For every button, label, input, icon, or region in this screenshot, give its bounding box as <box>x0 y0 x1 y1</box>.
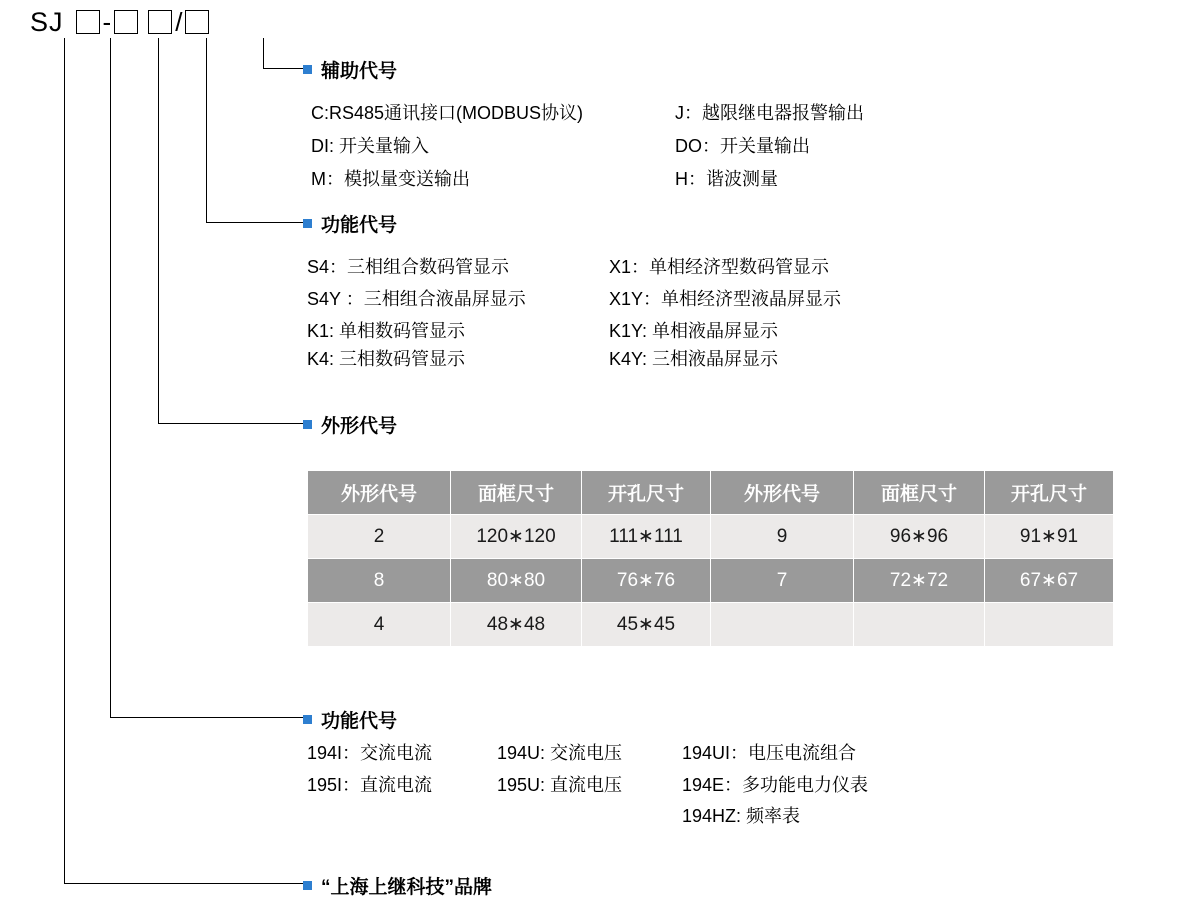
section-aux-header <box>303 56 397 83</box>
table-cell: 76∗76 <box>582 559 711 603</box>
code-box-2 <box>114 10 138 34</box>
table-header-cell: 开孔尺寸 <box>985 471 1114 515</box>
aux-item-3: DO：开关量输出 <box>675 136 810 156</box>
leader-line-brand-horizontal <box>64 883 303 884</box>
leader-line-shape-vertical <box>158 38 159 423</box>
funcdisp-item-2: S4Y ：三相组合液晶屏显示 <box>307 289 526 309</box>
section-funcdisp-header <box>303 210 397 237</box>
square-bullet-icon <box>303 219 312 228</box>
square-bullet-icon <box>303 881 312 890</box>
table-cell: 72∗72 <box>854 559 985 603</box>
table-header-cell: 外形代号 <box>308 471 451 515</box>
code-box-1 <box>76 10 100 34</box>
table-cell: 111∗111 <box>582 515 711 559</box>
code-box-3 <box>148 10 172 34</box>
table-cell: 48∗48 <box>451 603 582 647</box>
aux-item-0: C:RS485通讯接口(MODBUS协议) <box>311 103 584 123</box>
table-cell: 67∗67 <box>985 559 1114 603</box>
section-funcmeter-header <box>303 706 397 733</box>
table-cell: 91∗91 <box>985 515 1114 559</box>
leader-line-brand-vertical <box>64 38 65 883</box>
table-cell: 45∗45 <box>582 603 711 647</box>
funcdisp-item-3: X1Y：单相经济型液晶屏显示 <box>609 289 842 309</box>
table-cell: 2 <box>308 515 451 559</box>
table-cell-empty <box>985 603 1114 647</box>
section-shape-header <box>303 411 397 438</box>
table-cell: 7 <box>711 559 854 603</box>
section-shape-title: 外形代号 <box>321 416 398 437</box>
square-bullet-icon <box>303 65 312 74</box>
table-cell: 8 <box>308 559 451 603</box>
leader-line-funcmeter-horizontal <box>110 717 303 718</box>
model-code-row <box>30 4 209 40</box>
table-cell: 80∗80 <box>451 559 582 603</box>
funcdisp-item-0: S4：三相组合数码管显示 <box>307 257 510 277</box>
funcmeter-item-1: 194U: 交流电压 <box>497 743 623 763</box>
leader-line-aux-horizontal <box>263 68 303 69</box>
leader-line-funcdisp-vertical <box>206 38 207 222</box>
funcdisp-item-6: K4: 三相数码管显示 <box>307 349 466 369</box>
aux-item-2: DI: 开关量输入 <box>311 136 430 156</box>
aux-item-4: M：模拟量变送输出 <box>311 169 470 189</box>
leader-line-aux-vertical <box>263 38 264 68</box>
section-funcdisp-title: 功能代号 <box>321 215 398 236</box>
dimension-table <box>307 470 1114 647</box>
table-header-cell: 面框尺寸 <box>451 471 582 515</box>
table-header-cell: 面框尺寸 <box>854 471 985 515</box>
table-row <box>308 515 1114 559</box>
funcdisp-item-5: K1Y: 单相液晶屏显示 <box>609 321 779 341</box>
funcmeter-item-2: 194UI：电压电流组合 <box>682 743 857 763</box>
table-header-cell: 开孔尺寸 <box>582 471 711 515</box>
code-dash: - <box>102 7 112 37</box>
funcmeter-item-3: 195I：直流电流 <box>307 775 433 795</box>
funcdisp-item-1: X1：单相经济型数码管显示 <box>609 257 830 277</box>
table-cell-empty <box>854 603 985 647</box>
funcdisp-item-7: K4Y: 三相液晶屏显示 <box>609 349 779 369</box>
leader-line-funcdisp-horizontal <box>206 222 303 223</box>
section-brand-header <box>303 872 492 899</box>
code-box-4 <box>185 10 209 34</box>
funcmeter-item-6: 194HZ: 频率表 <box>682 806 801 826</box>
funcmeter-item-5: 194E：多功能电力仪表 <box>682 775 869 795</box>
table-cell: 9 <box>711 515 854 559</box>
code-slash: / <box>175 7 183 37</box>
funcmeter-item-0: 194I：交流电流 <box>307 743 433 763</box>
leader-line-funcmeter-vertical <box>110 38 111 717</box>
aux-item-1: J：越限继电器报警输出 <box>675 103 864 123</box>
square-bullet-icon <box>303 715 312 724</box>
section-brand-title: “上海上继科技”品牌 <box>321 877 493 898</box>
table-header-row <box>308 471 1114 515</box>
model-prefix: SJ <box>30 6 64 37</box>
section-aux-title: 辅助代号 <box>321 61 398 82</box>
aux-item-5: H：谐波测量 <box>675 169 778 189</box>
funcdisp-item-4: K1: 单相数码管显示 <box>307 321 466 341</box>
table-cell: 120∗120 <box>451 515 582 559</box>
leader-line-shape-horizontal <box>158 423 303 424</box>
table-cell: 4 <box>308 603 451 647</box>
table-row <box>308 559 1114 603</box>
table-cell-empty <box>711 603 854 647</box>
table-header-cell: 外形代号 <box>711 471 854 515</box>
funcmeter-item-4: 195U: 直流电压 <box>497 775 623 795</box>
section-funcmeter-title: 功能代号 <box>321 711 398 732</box>
square-bullet-icon <box>303 420 312 429</box>
table-row <box>308 603 1114 647</box>
table-cell: 96∗96 <box>854 515 985 559</box>
